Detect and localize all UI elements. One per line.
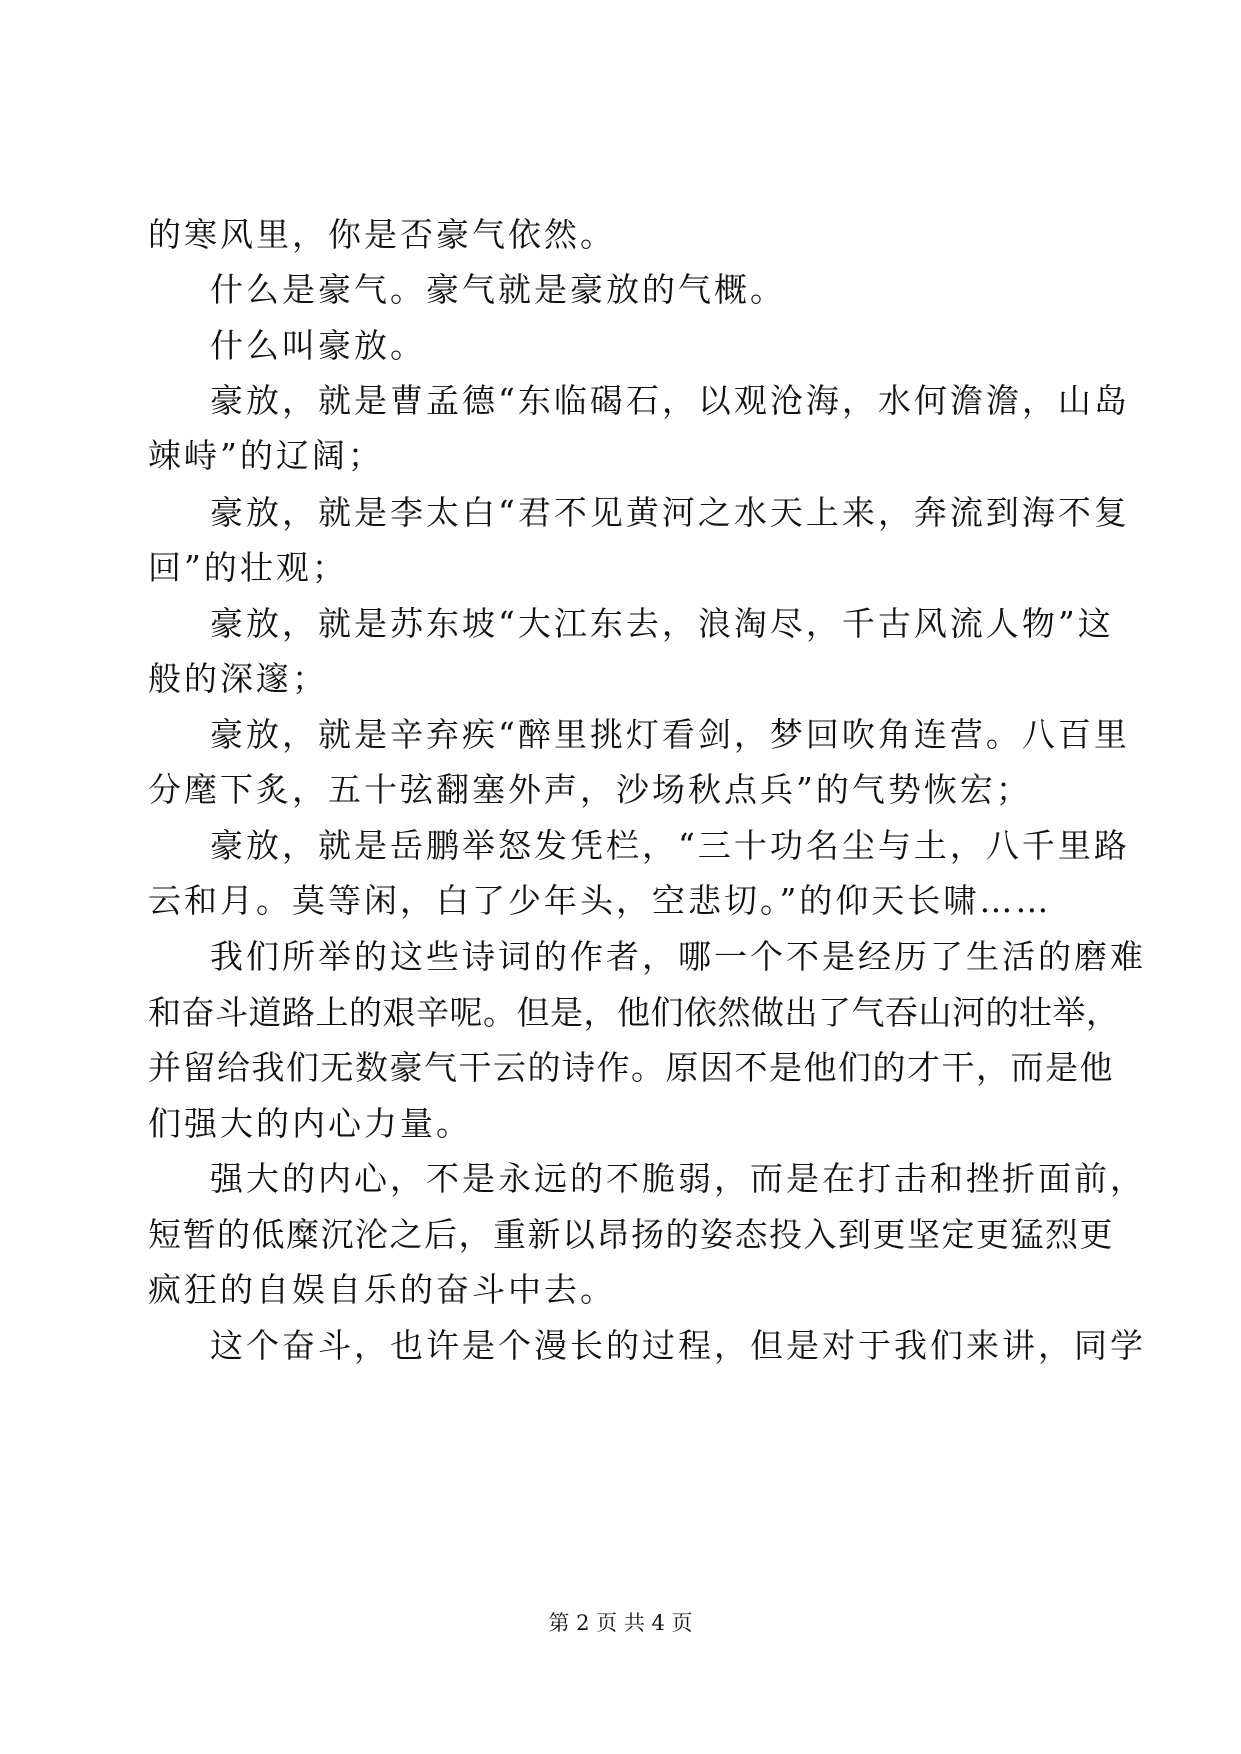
text-line: 强大的内心，不是永远的不脆弱，而是在打击和挫折面前， — [210, 1159, 1146, 1198]
text-line: 们强大的内心力量。 — [148, 1104, 472, 1143]
text-line: 云和月。莫等闲，白了少年头，空悲切。”的仰天长啸…… — [148, 881, 1052, 920]
text-line: 我们所举的这些诗词的作者，哪一个不是经历了生活的磨难 — [210, 937, 1146, 976]
text-line: 这个奋斗，也许是个漫长的过程，但是对于我们来讲，同学 — [210, 1326, 1146, 1365]
text-line: 什么是豪气。豪气就是豪放的气概。 — [210, 270, 786, 309]
text-line: 并留给我们无数豪气干云的诗作。原因不是他们的才干，而是他 — [148, 1048, 1114, 1087]
text-line: 豪放，就是辛弃疾“醉里挑灯看剑，梦回吹角连营。八百里 — [210, 715, 1130, 754]
text-line: 竦峙”的辽阔； — [148, 436, 384, 475]
text-line: 和奋斗道路上的艰辛呢。但是，他们依然做出了气吞山河的壮举， — [148, 993, 1120, 1032]
text-line: 分麾下炙，五十弦翻塞外声，沙场秋点兵”的气势恢宏； — [148, 770, 1032, 809]
text-line: 的寒风里，你是否豪气依然。 — [148, 215, 616, 254]
text-line: 豪放，就是李太白“君不见黄河之水天上来，奔流到海不复 — [210, 493, 1130, 532]
text-line: 豪放，就是苏东坡“大江东去，浪淘尽，千古风流人物”这 — [210, 604, 1114, 643]
text-line: 疯狂的自娱自乐的奋斗中去。 — [148, 1270, 616, 1309]
text-line: 短暂的低糜沉沦之后，重新以昂扬的姿态投入到更坚定更猛烈更 — [148, 1215, 1114, 1254]
page-label: 第 2 页 共 4 页 — [548, 1611, 693, 1635]
page-number-footer — [0, 1608, 1241, 1638]
text-line: 豪放，就是曹孟德“东临碣石，以观沧海，水何澹澹，山岛 — [210, 381, 1130, 420]
text-line: 豪放，就是岳鹏举怒发凭栏，“三十功名尘与土，八千里路 — [210, 826, 1130, 865]
text-line: 什么叫豪放。 — [210, 326, 426, 365]
text-line: 般的深邃； — [148, 659, 328, 698]
text-line: 回”的壮观； — [148, 548, 348, 587]
